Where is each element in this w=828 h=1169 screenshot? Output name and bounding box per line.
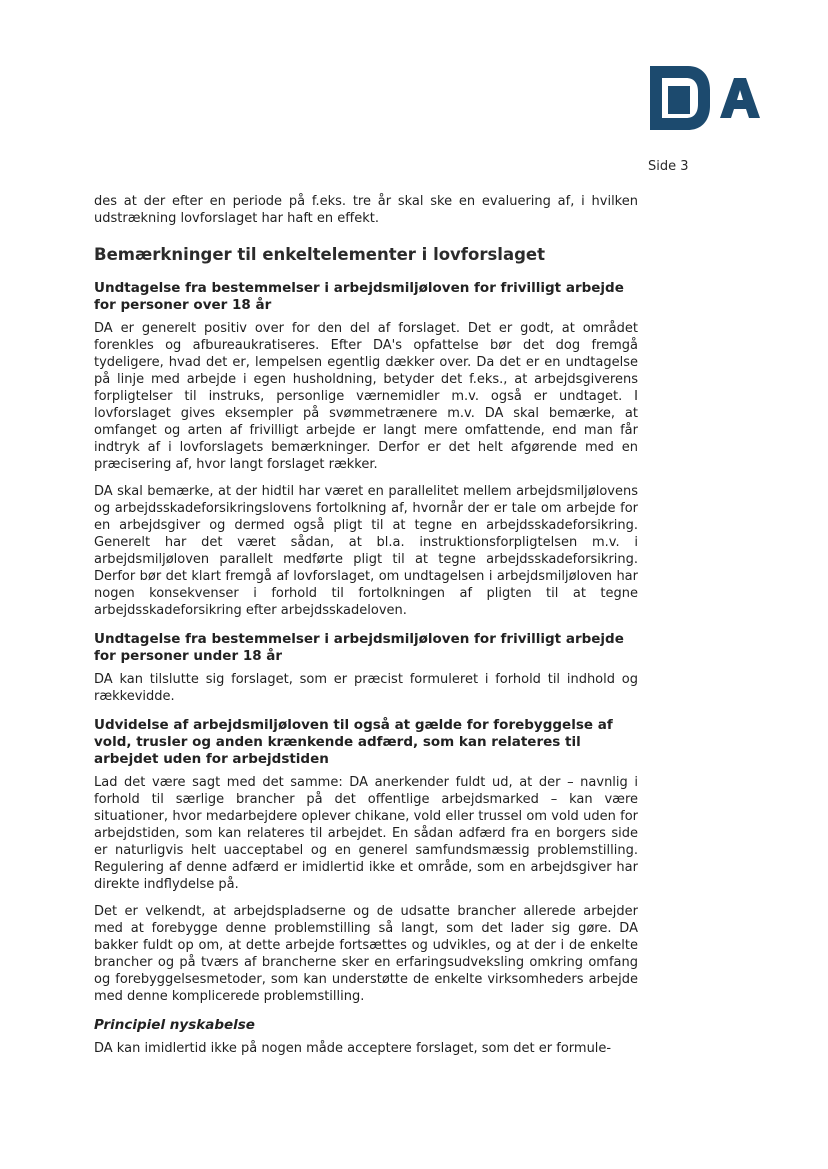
da-logo [650, 66, 760, 130]
main-heading: Bemærkninger til enkeltelementer i lovforslaget [94, 245, 545, 264]
section-heading: Undtagelse fra bestemmelser i arbejdsmiljøloven for frivilligt arbejde for personer over 18 år [94, 280, 624, 313]
da-logo-icon [650, 66, 760, 130]
intro-paragraph: des at der efter en periode på f.eks. tre år skal ske en evaluering af, i hvilken udstrækning lovforslaget har haft en effekt. [94, 194, 638, 226]
section-paragraph: DA skal bemærke, at der hidtil har været en parallelitet mellem arbejdsmiljølovens og arbejdsskadeforsikringslovens fortolkning af, hvornår der er tale om arbejde for en arbejdsgiver og dermed også pligt til at tegne en arbejdsskadeforsikring. Generelt har det været sådan, at bl.a. instruktionsforpligtelsen m.v. i arbejdsmiljøloven parallelt medførte pligt til at tegne arbejdsskadeforsikring. Derfor bør det klart fremgå af lovforslaget, om undtagelsen i arbejdsmiljøloven har nogen konsekvenser i forhold til fortolkningen af pligten til at tegne arbejdsskadeforsikring efter arbejdsskadeloven. [94, 484, 638, 618]
section-principle [94, 1017, 638, 1057]
section-heading: Udvidelse af arbejdsmiljøloven til også at gælde for forebyggelse af vold, trusler og anden krænkende adfærd, som kan relateres til arbejdet uden for arbejdstiden [94, 717, 613, 767]
page-number: Side 3 [648, 159, 689, 174]
section-heading: Principiel nyskabelse [94, 1017, 255, 1033]
section-volunteer-over-18 [94, 280, 638, 619]
section-paragraph: DA er generelt positiv over for den del af forslaget. Det er godt, at området forenkles og afbureaukratiseres. Efter DA's opfattelse bør det dog fremgå tydeligere, hvad det er, lempelsen egentlig dækker over. Da det er en undtagelse på linje med arbejde i egen husholdning, betyder det f.eks., at arbejdsgiverens forpligtelser til instruks, personlige værnemidler m.v. også er undtaget. I lovforslaget gives eksempler på svømmetrænere m.v. DA skal bemærke, at omfanget og arten af frivilligt arbejde er langt mere omfattende, end man får indtryk af i lovforslagets bemærkninger. Derfor er det helt afgørende med en præcisering af, hvor langt forslaget rækker. [94, 321, 638, 472]
section-paragraph: Det er velkendt, at arbejdspladserne og de udsatte brancher allerede arbejder med at forebygge denne problemstilling så langt, som det lader sig gøre. DA bakker fuldt op om, at dette arbejde fortsættes og udvikles, og at der i de enkelte brancher og på tværs af brancherne sker en erfaringsudveksling omkring omfang og forebyggelsesmetoder, som kan understøtte de enkelte virksomheders arbejde med denne komplicerede problemstilling. [94, 904, 638, 1004]
section-volunteer-under-18 [94, 631, 638, 705]
document-body [94, 193, 638, 1067]
section-paragraph: DA kan tilslutte sig forslaget, som er præcist formuleret i forhold til indhold og rækkevidde. [94, 672, 638, 704]
section-violence-prevention [94, 717, 638, 1005]
section-heading: Undtagelse fra bestemmelser i arbejdsmiljøloven for frivilligt arbejde for personer under 18 år [94, 631, 624, 664]
section-paragraph: DA kan imidlertid ikke på nogen måde acceptere forslaget, som det er formule- [94, 1041, 612, 1056]
section-paragraph: Lad det være sagt med det samme: DA anerkender fuldt ud, at der – navnlig i forhold til særlige brancher på det offentlige arbejdsmarked – kan være situationer, hvor medarbejdere oplever chikane, vold eller trussel om vold uden for arbejdstiden, som kan relateres til arbejdet. En sådan adfærd fra en borgers side er naturligvis helt uacceptabel og en generel samfundsmæssig problemstilling. Regulering af denne adfærd er imidlertid ikke et område, som en arbejdsgiver har direkte indflydelse på. [94, 775, 638, 892]
